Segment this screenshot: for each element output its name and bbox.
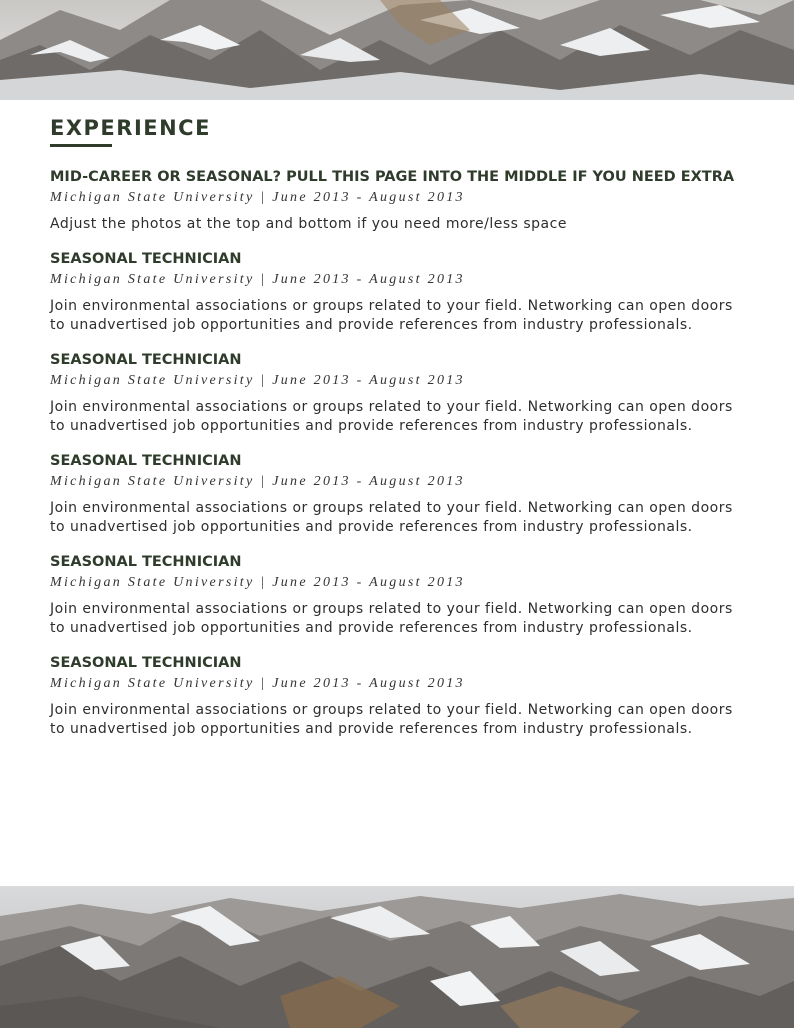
experience-entry (50, 552, 750, 639)
section-underline (50, 144, 112, 147)
job-description: Join environmental associations or groups related to your field. Networking can open doors to unadvertised job opportunities and provide references from industry professionals. (50, 297, 733, 333)
job-description: Adjust the photos at the top and bottom if you need more/less space (50, 216, 567, 232)
job-description: Join environmental associations or groups related to your field. Networking can open doors to unadvertised job opportunities and provide references from industry professionals. (50, 398, 733, 434)
job-title: SEASONAL TECHNICIAN (50, 654, 242, 671)
experience-entry (50, 249, 750, 336)
job-meta: Michigan State University | June 2013 - August 2013 (50, 190, 465, 205)
job-meta: Michigan State University | June 2013 - August 2013 (50, 271, 465, 287)
header-mountain-photo (0, 0, 794, 100)
footer-mountain-photo (0, 886, 794, 1028)
job-title: SEASONAL TECHNICIAN (50, 351, 242, 368)
experience-entry (50, 350, 750, 437)
job-meta: Michigan State University | June 2013 - August 2013 (50, 574, 465, 590)
experience-section (50, 116, 750, 740)
job-description: Join environmental associations or groups related to your field. Networking can open doors to unadvertised job opportunities and provide references from industry professionals. (50, 600, 733, 636)
job-description: Join environmental associations or groups related to your field. Networking can open doors to unadvertised job opportunities and provide references from industry professionals. (50, 499, 733, 535)
experience-entry (50, 653, 750, 740)
job-title: MID-CAREER OR SEASONAL? PULL THIS PAGE INTO THE MIDDLE IF YOU NEED EXTRA (50, 169, 735, 185)
job-meta: Michigan State University | June 2013 - August 2013 (50, 675, 465, 691)
experience-entry (50, 167, 750, 235)
experience-entry (50, 451, 750, 538)
job-title: SEASONAL TECHNICIAN (50, 553, 242, 570)
job-description: Join environmental associations or groups related to your field. Networking can open doors to unadvertised job opportunities and provide references from industry professionals. (50, 701, 733, 737)
job-title: SEASONAL TECHNICIAN (50, 452, 242, 469)
job-meta: Michigan State University | June 2013 - August 2013 (50, 473, 465, 489)
section-title: EXPERIENCE (50, 116, 211, 140)
job-title: SEASONAL TECHNICIAN (50, 250, 242, 267)
job-meta: Michigan State University | June 2013 - August 2013 (50, 372, 465, 388)
